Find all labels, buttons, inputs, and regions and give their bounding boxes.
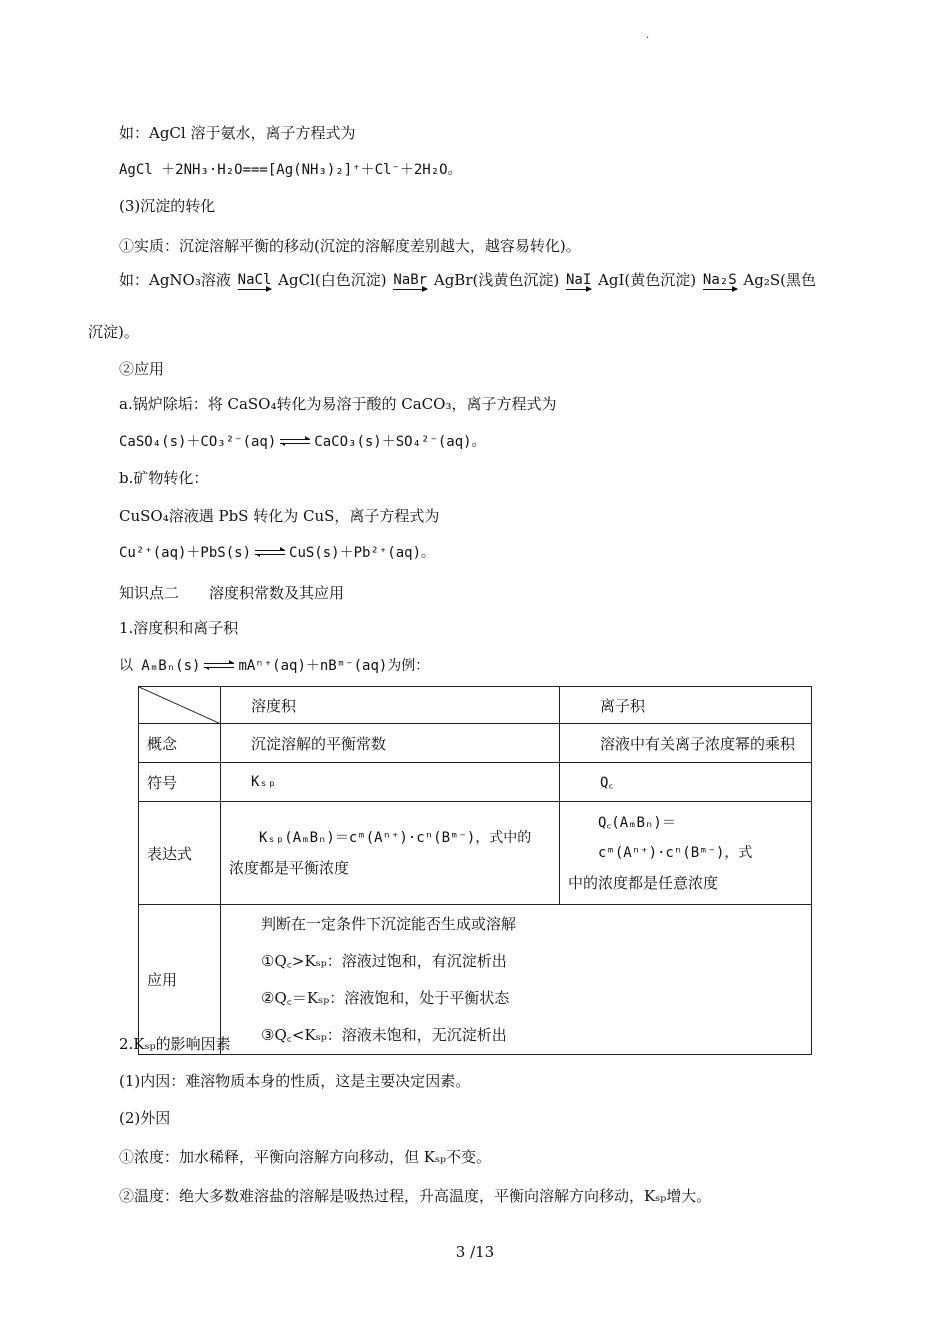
equilibrium-arrow-icon <box>204 662 234 670</box>
conversion-essence: ①实质：沉淀溶解平衡的移动(沉淀的溶解度差别越大，越容易转化)。 <box>119 237 581 255</box>
header-ksp: 溶度积 <box>221 687 560 724</box>
reaction-arrow: Na₂S <box>702 272 737 288</box>
reaction-arrow: NaBr <box>393 272 428 288</box>
table-cell: Q꜀(AₘBₙ)＝cᵐ(Aⁿ⁺)·cⁿ(Bᵐ⁻)，式 中的浓度都是任意浓度 <box>560 802 812 905</box>
equation-mineral: Cu²⁺(aq)＋PbS(s) CuS(s)＋Pb²⁺(aq)。 <box>119 545 436 561</box>
heading-precipitate-conversion: (3)沉淀的转化 <box>119 197 216 215</box>
boiler-descaling: a.锅炉除垢：将 CaSO₄转化为易溶于酸的 CaCO₃，离子方程式为 <box>119 395 557 413</box>
internal-factor: (1)内因：难溶物质本身的性质，这是主要决定因素。 <box>119 1072 471 1090</box>
table-cell: Q꜀ <box>560 763 812 802</box>
equation-agcl-ammonia: AgCl ＋2NH₃·H₂O===[Ag(NH₃)₂]⁺＋Cl⁻＋2H₂O。 <box>119 162 462 178</box>
reaction-arrow: NaCl <box>237 272 272 288</box>
chain-continuation: 沉淀)。 <box>88 323 139 341</box>
section-title: 知识点二 溶度积常数及其应用 <box>119 584 345 602</box>
table-cell: 沉淀溶解的平衡常数 <box>221 724 560 763</box>
equation-boiler: CaSO₄(s)＋CO₃²⁻(aq) CaCO₃(s)＋SO₄²⁻(aq)。 <box>119 434 486 450</box>
mineral-text: CuSO₄溶液遇 PbS 转化为 CuS，离子方程式为 <box>119 507 440 525</box>
temperature-factor: ②温度：绝大多数难溶盐的溶解是吸热过程，升高温度，平衡向溶解方向移动，Kₛₚ增大。 <box>119 1187 712 1205</box>
application-heading: ②应用 <box>119 360 165 378</box>
diagonal-header-cell <box>139 687 221 724</box>
mineral-conversion: b.矿物转化： <box>119 469 209 487</box>
table-cell: 溶液中有关离子浓度幂的乘积 <box>560 724 812 763</box>
row-label: 符号 <box>139 763 221 802</box>
page-number: 3 /13 <box>455 1243 495 1261</box>
table-cell: 判断在一定条件下沉淀能否生成或溶解 ①Q꜀>Kₛₚ：溶液过饱和，有沉淀析出 ②Q꜀＝Kₛₚ：溶液饱和，处于平衡状态 ③Q꜀<Kₛₚ：溶液未饱和，无沉淀析出 <box>221 905 812 1055</box>
equilibrium-arrow-icon <box>255 549 285 557</box>
chain-product: AgCl(白色沉淀) <box>278 271 387 289</box>
subsection-heading: 1.溶度积和离子积 <box>119 619 239 637</box>
header-mark: . <box>646 30 650 41</box>
table-cell: Kₛₚ(AₘBₙ)＝cᵐ(Aⁿ⁺)·cⁿ(Bᵐ⁻)，式中的 浓度都是平衡浓度 <box>221 802 560 905</box>
row-label: 概念 <box>139 724 221 763</box>
chain-product: AgBr(浅黄色沉淀) <box>433 271 560 289</box>
conversion-chain <box>119 270 816 290</box>
external-factor: (2)外因 <box>119 1109 171 1127</box>
table-cell: Kₛₚ <box>221 763 560 802</box>
row-label: 应用 <box>139 905 221 1055</box>
chain-product: AgI(黄色沉淀) <box>598 271 697 289</box>
equilibrium-example: 以 AₘBₙ(s) mAⁿ⁺(aq)＋nBᵐ⁻(aq)为例： <box>119 658 430 674</box>
row-label: 表达式 <box>139 802 221 905</box>
ksp-qc-table <box>138 686 812 1055</box>
concentration-factor: ①浓度：加水稀释，平衡向溶解方向移动，但 Kₛₚ不变。 <box>119 1148 492 1166</box>
chain-start: 如：AgNO₃溶液 <box>119 271 231 289</box>
ksp-factors-heading: 2.Kₛₚ的影响因素 <box>119 1035 231 1053</box>
example-intro: 如：AgCl 溶于氨水，离子方程式为 <box>119 124 356 142</box>
chain-product: Ag₂S(黑色 <box>743 271 816 289</box>
equilibrium-arrow-icon <box>280 438 310 446</box>
reaction-arrow: NaI <box>565 272 592 288</box>
header-qc: 离子积 <box>560 687 812 724</box>
